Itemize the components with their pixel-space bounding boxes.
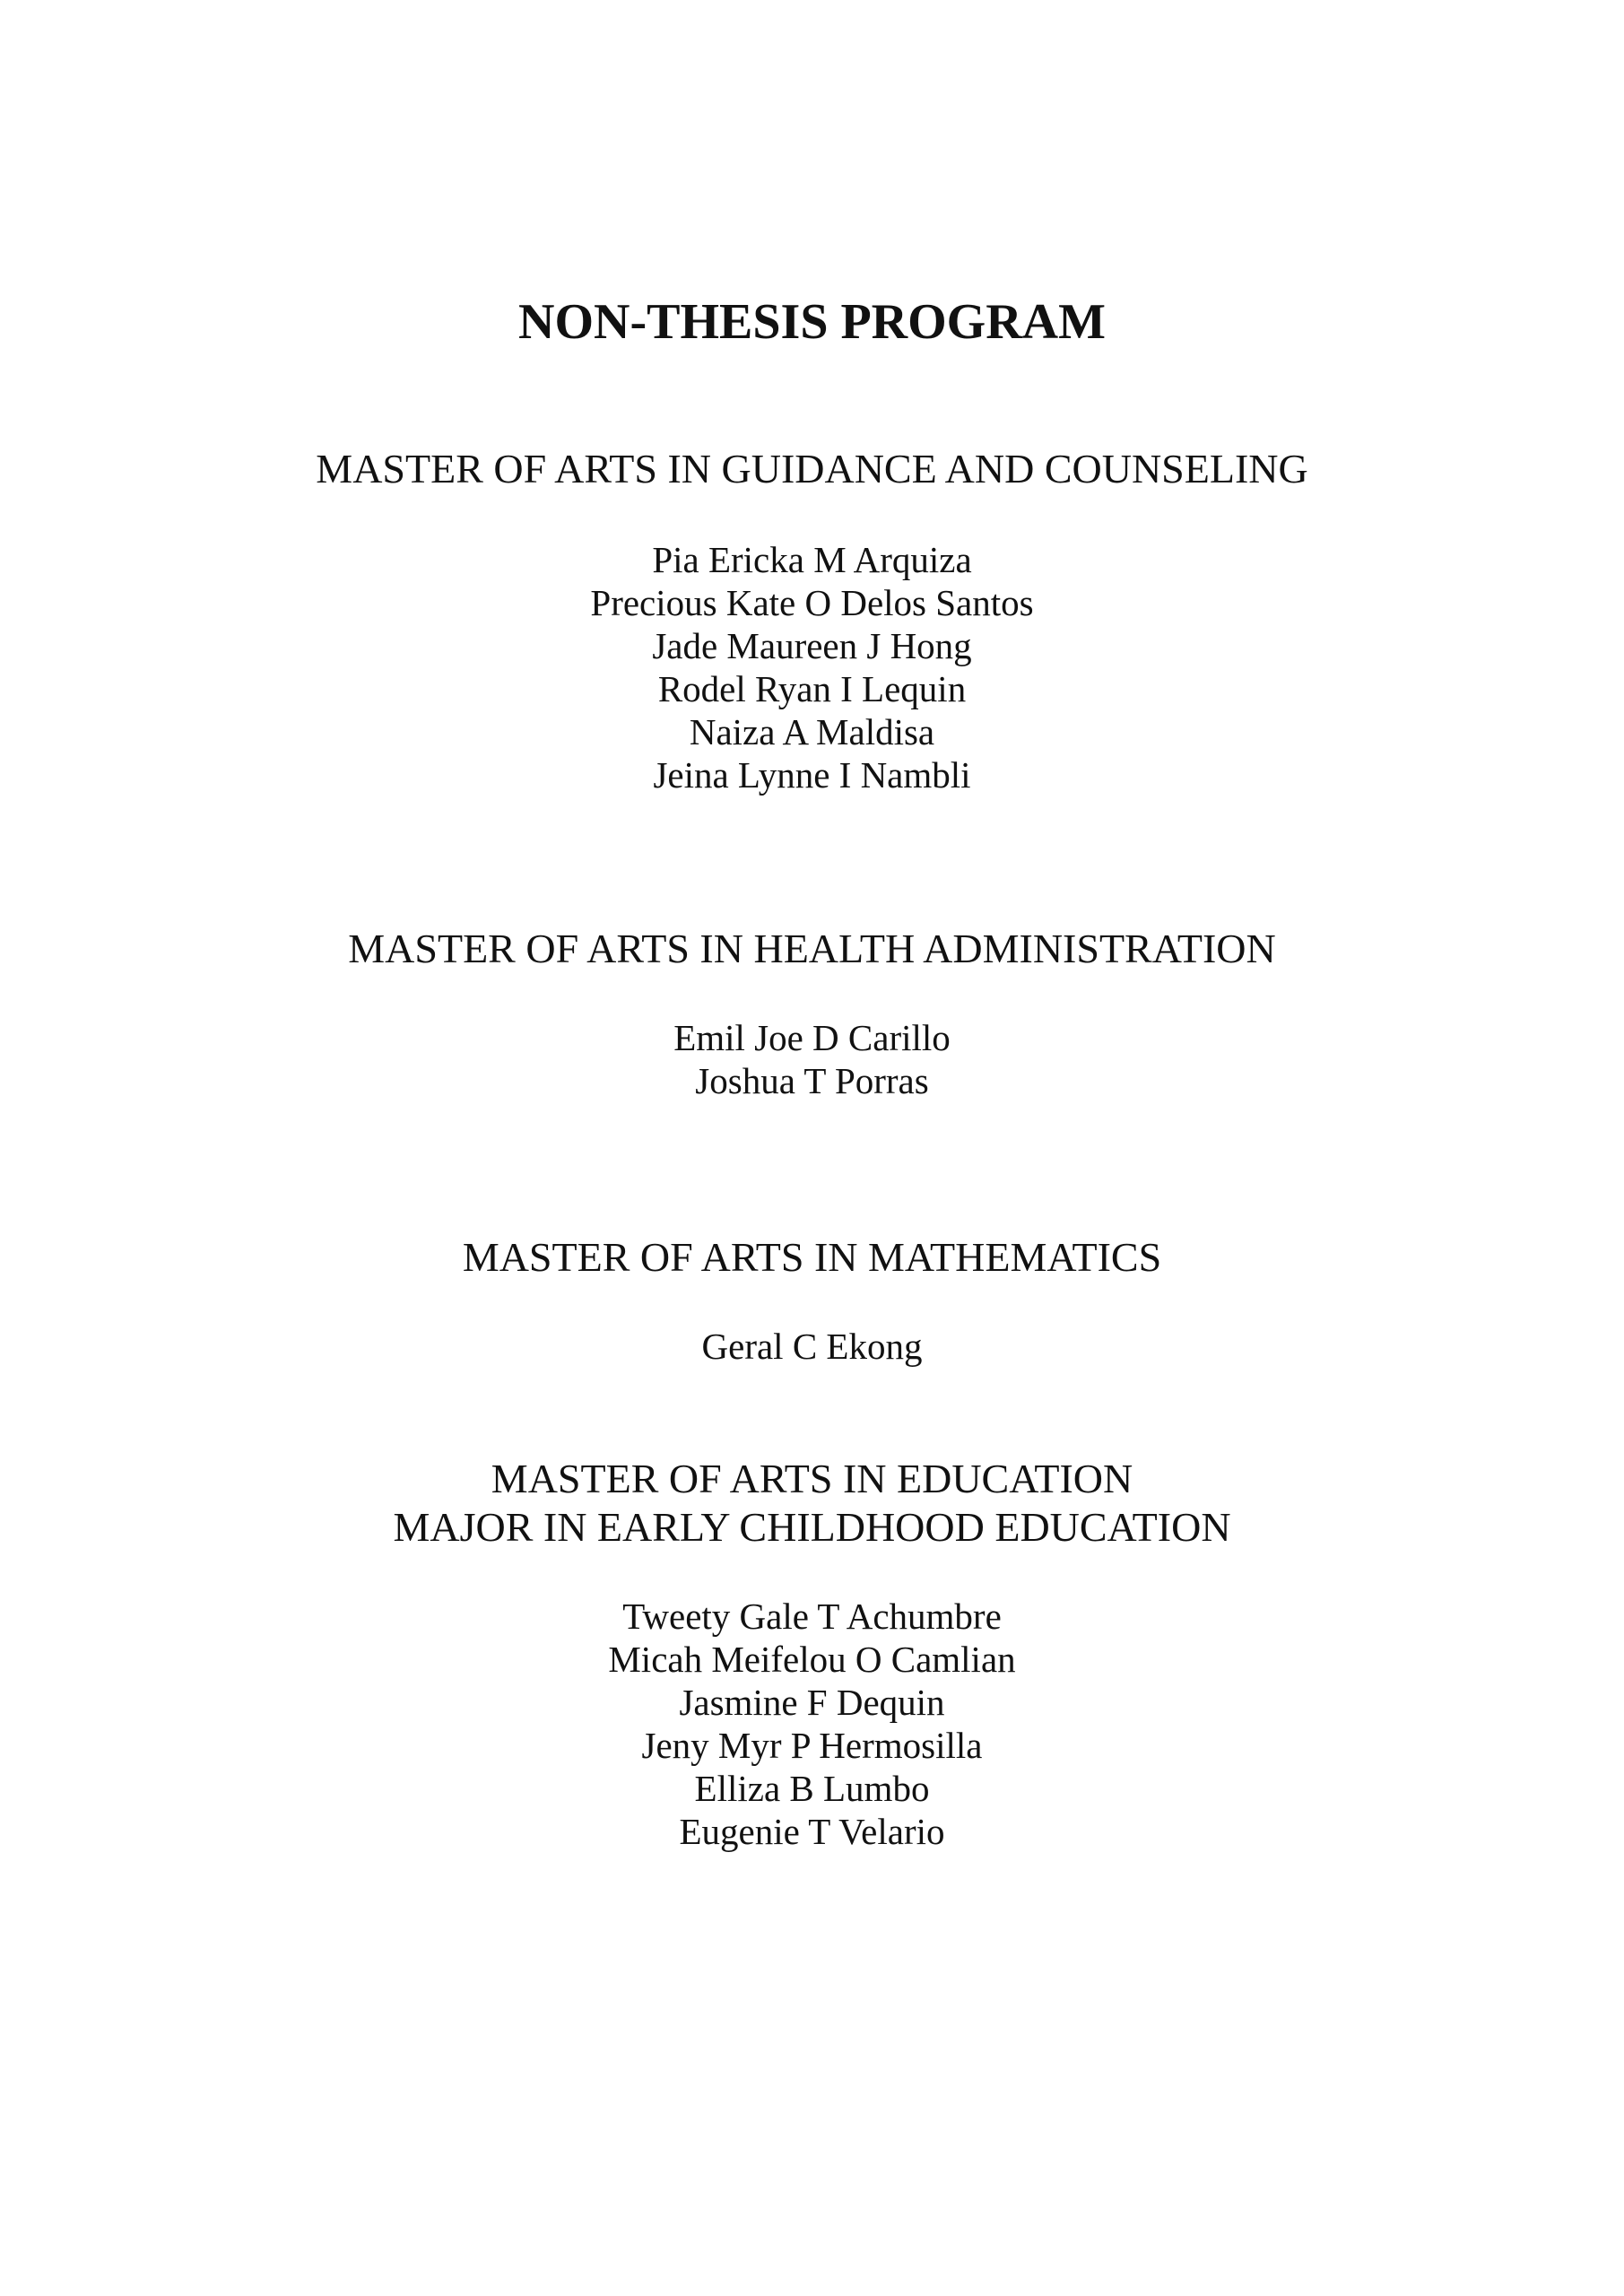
section-heading-guidance-counseling (0, 445, 1624, 493)
list-item: Elliza B Lumbo (694, 1768, 930, 1809)
heading-line: MAJOR IN EARLY CHILDHOOD EDUCATION (393, 1504, 1231, 1550)
list-item: Joshua T Porras (695, 1060, 929, 1101)
heading-line: MASTER OF ARTS IN MATHEMATICS (462, 1234, 1162, 1280)
heading-line: MASTER OF ARTS IN HEALTH ADMINISTRATION (348, 926, 1276, 971)
list-item: Eugenie T Velario (679, 1811, 945, 1852)
list-item: Geral C Ekong (701, 1326, 923, 1367)
list-item: Jade Maureen J Hong (652, 625, 972, 666)
list-item: Jeny Myr P Hermosilla (641, 1725, 983, 1766)
list-item: Rodel Ryan I Lequin (657, 668, 967, 709)
section-heading-early-childhood-education (0, 1455, 1624, 1552)
names-list-health-administration (0, 1016, 1624, 1102)
section-heading-health-administration (0, 925, 1624, 973)
list-item: Precious Kate O Delos Santos (590, 582, 1034, 623)
heading-line: MASTER OF ARTS IN GUIDANCE AND COUNSELING (316, 446, 1308, 491)
list-item: Tweety Gale T Achumbre (622, 1596, 1002, 1637)
list-item: Micah Meifelou O Camlian (608, 1639, 1016, 1680)
list-item: Jeina Lynne I Nambli (653, 754, 971, 796)
list-item: Emil Joe D Carillo (673, 1017, 951, 1058)
list-item: Pia Ericka M Arquiza (652, 539, 972, 580)
names-list-guidance-counseling (0, 538, 1624, 796)
list-item: Jasmine F Dequin (679, 1682, 945, 1723)
names-list-early-childhood-education (0, 1595, 1624, 1853)
list-item: Naiza A Maldisa (689, 711, 935, 752)
page-title: NON-THESIS PROGRAM (518, 294, 1106, 350)
heading-line: MASTER OF ARTS IN EDUCATION (491, 1456, 1133, 1501)
names-list-mathematics (0, 1325, 1624, 1368)
section-heading-mathematics (0, 1233, 1624, 1282)
